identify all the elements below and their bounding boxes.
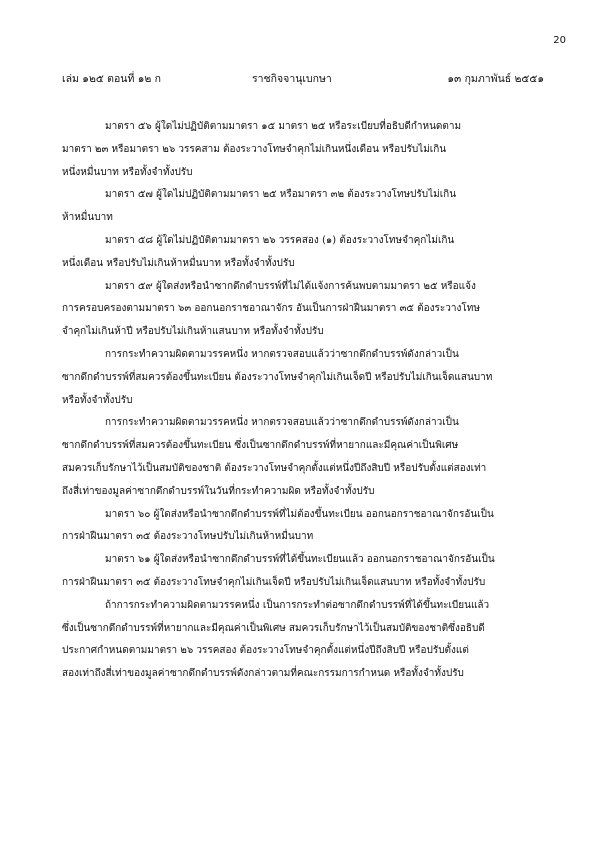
text-line: ห้าหมื่นบาท <box>62 212 113 224</box>
text-line: หรือทั้งจำทั้งปรับ <box>62 394 133 406</box>
text-line: มาตรา ๕๗ ผู้ใดไม่ปฏิบัติตามมาตรา ๒๕ หรือมาตรา ๓๒ ต้องระวางโทษปรับไม่เกิน <box>105 189 457 201</box>
paragraph <box>62 595 544 686</box>
paragraph <box>62 230 544 276</box>
paragraph <box>62 504 544 550</box>
text-line: มาตรา ๖๑ ผู้ใดส่งหรือนำซากดึกดำบรรพ์ที่ได้ขึ้นทะเบียนแล้ว ออกนอกราชอาณาจักรอันเป็น <box>105 554 495 566</box>
header-issue: เล่ม ๑๒๕ ตอนที่ ๑๒ ก <box>62 73 161 85</box>
text-line: มาตรา ๕๘ ผู้ใดไม่ปฏิบัติตามมาตรา ๒๖ วรรคสอง (๑) ต้องระวางโทษจำคุกไม่เกิน <box>105 234 455 246</box>
paragraph <box>62 412 544 503</box>
paragraph <box>62 184 544 230</box>
text-line: ซึ่งเป็นซากดึกดำบรรพ์ที่หายากและมีคุณค่าเป็นพิเศษ สมควรเก็บรักษาไว้เป็นสมบัติของชาติซึ่งอธิบดี <box>62 622 485 634</box>
text-line: มาตรา ๒๓ หรือมาตรา ๒๖ วรรคสาม ต้องระวางโทษจำคุกไม่เกินหนึ่งเดือน หรือปรับไม่เกิน <box>62 143 447 155</box>
text-line: ซากดึกดำบรรพ์ที่สมควรต้องขึ้นทะเบียน ซึ่งเป็นซากดึกดำบรรพ์ที่หายากและมีคุณค่าเป็นพิเศษ <box>62 440 459 452</box>
text-line: จำคุกไม่เกินห้าปี หรือปรับไม่เกินห้าแสนบาท หรือทั้งจำทั้งปรับ <box>62 326 324 338</box>
header-gazette-title: ราชกิจจานุเบกษา <box>252 73 332 85</box>
text-line: ประกาศกำหนดตามมาตรา ๒๖ วรรคสอง ต้องระวางโทษจำคุกตั้งแต่หนึ่งปีถึงสิบปี หรือปรับตั้งแต่ <box>62 645 469 657</box>
text-line: การฝ่าฝืนมาตรา ๓๕ ต้องระวางโทษปรับไม่เกินห้าหมื่นบาท <box>62 531 314 543</box>
text-line: ถึงสี่เท่าของมูลค่าซากดึกดำบรรพ์ในวันที่กระทำความผิด หรือทั้งจำทั้งปรับ <box>62 485 375 497</box>
text-line: สองเท่าถึงสี่เท่าของมูลค่าซากดึกดำบรรพ์ดังกล่าวตามที่คณะกรรมการกำหนด หรือทั้งจำทั้งปรับ <box>62 668 464 680</box>
text-line: การฝ่าฝืนมาตรา ๓๕ ต้องระวางโทษจำคุกไม่เกินเจ็ดปี หรือปรับไม่เกินเจ็ดแสนบาท หรือทั้งจำทั้งปรับ <box>62 576 486 588</box>
paragraph <box>62 276 544 344</box>
text-line: มาตรา ๕๖ ผู้ใดไม่ปฏิบัติตามมาตรา ๑๕ มาตรา ๒๕ หรือระเบียบที่อธิบดีกำหนดตาม <box>105 121 462 132</box>
paragraph <box>62 116 544 184</box>
header-date: ๑๓ กุมภาพันธ์ ๒๕๕๑ <box>447 73 544 85</box>
text-line: การกระทำความผิดตามวรรคหนึ่ง หากตรวจสอบแล้วว่าซากดึกดำบรรพ์ดังกล่าวเป็น <box>105 348 459 360</box>
document-body <box>62 116 544 686</box>
text-line: หนึ่งเดือน หรือปรับไม่เกินห้าหมื่นบาท หรือทั้งจำทั้งปรับ <box>62 257 295 269</box>
page-number: 20 <box>553 35 566 46</box>
paragraph <box>62 344 544 412</box>
text-line: สมควรเก็บรักษาไว้เป็นสมบัติของชาติ ต้องระวางโทษจำคุกตั้งแต่หนึ่งปีถึงสิบปี หรือปรับตั้งแต่สองเท่า <box>62 462 487 474</box>
text-line: มาตรา ๕๙ ผู้ใดส่งหรือนำซากดึกดำบรรพ์ที่ไม่ได้แจ้งการค้นพบตามมาตรา ๒๕ หรือแจ้ง <box>105 280 476 292</box>
text-line: การกระทำความผิดตามวรรคหนึ่ง หากตรวจสอบแล้วว่าซากดึกดำบรรพ์ดังกล่าวเป็น <box>105 417 459 429</box>
text-line: การครอบครองตามมาตรา ๖๓ ออกนอกราชอาณาจักร อันเป็นการฝ่าฝืนมาตรา ๓๕ ต้องระวางโทษ <box>62 303 480 315</box>
paragraph <box>62 549 544 595</box>
text-line: มาตรา ๖๐ ผู้ใดส่งหรือนำซากดึกดำบรรพ์ที่ไม่ต้องขึ้นทะเบียน ออกนอกราชอาณาจักรอันเป็น <box>105 508 494 520</box>
text-line: ซากดึกดำบรรพ์ที่สมควรต้องขึ้นทะเบียน ต้องระวางโทษจำคุกไม่เกินเจ็ดปี หรือปรับไม่เกินเจ็ดแสนบาท <box>62 371 493 383</box>
text-line: หนึ่งหมื่นบาท หรือทั้งจำทั้งปรับ <box>62 166 193 178</box>
text-line: ถ้าการกระทำความผิดตามวรรคหนึ่ง เป็นการกระทำต่อซากดึกดำบรรพ์ที่ได้ขึ้นทะเบียนแล้ว <box>105 599 490 611</box>
running-header <box>62 70 544 84</box>
